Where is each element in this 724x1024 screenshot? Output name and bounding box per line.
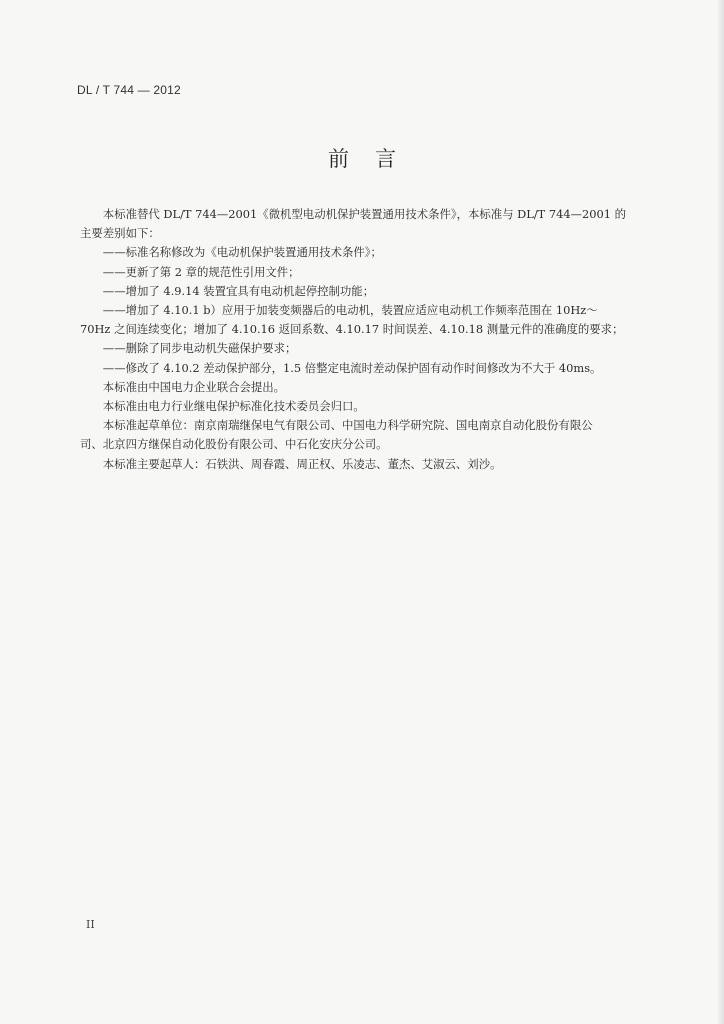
- page-edge-shadow: [718, 0, 724, 1024]
- main-drafters: 本标准主要起草人：石铁洪、周春霞、周正权、乐凌志、董杰、艾淑云、刘沙。: [102, 456, 502, 471]
- page-number: II: [86, 918, 95, 931]
- paragraph-replaces: 本标准替代 DL/T 744—2001《微机型电动机保护装置通用技术条件》，本标准与 DL/T 744—2001 的: [102, 207, 627, 221]
- proposed-by: 本标准由中国电力企业联合会提出。: [102, 379, 286, 394]
- standard-code: DL / T 744 — 2012: [77, 83, 181, 97]
- drafting-units: 本标准起草单位：南京南瑞继保电气有限公司、中国电力科学研究院、国电南京自动化股份有限公: [102, 418, 593, 433]
- page-title: 前言: [328, 147, 422, 171]
- foreword-body: [80, 205, 640, 474]
- change-item-references: ——更新了第 2 章的规范性引用文件；: [102, 264, 300, 279]
- change-item-frequency: ——增加了 4.10.1 b）应用于加装变频器后的电动机，装置应适应电动机工作频率范围在 10Hz～: [102, 303, 598, 318]
- managed-by: 本标准由电力行业继电保护标准化技术委员会归口。: [102, 399, 365, 414]
- drafting-units-cont: 司、北京四方继保自动化股份有限公司、中石化安庆分公司。: [80, 437, 388, 452]
- change-item-title: ——标准名称修改为《电动机保护装置通用技术条件》；: [102, 245, 382, 260]
- change-item-differential: ——修改了 4.10.2 差动保护部分，1.5 倍整定电流时差动保护固有动作时间修改为不大于 40ms。: [102, 360, 602, 375]
- change-item-frequency-cont: 70Hz 之间连续变化；增加了 4.10.16 返回系数、4.10.17 时间误差、4.10.18 测量元件的准确度的要求；: [80, 322, 624, 337]
- change-item-deleted: ——删除了同步电动机失磁保护要求；: [102, 341, 297, 356]
- paragraph-replaces-cont: 主要差别如下：: [80, 226, 160, 241]
- change-item-start-stop: ——增加了 4.9.14 装置宜具有电动机起停控制功能；: [102, 283, 375, 298]
